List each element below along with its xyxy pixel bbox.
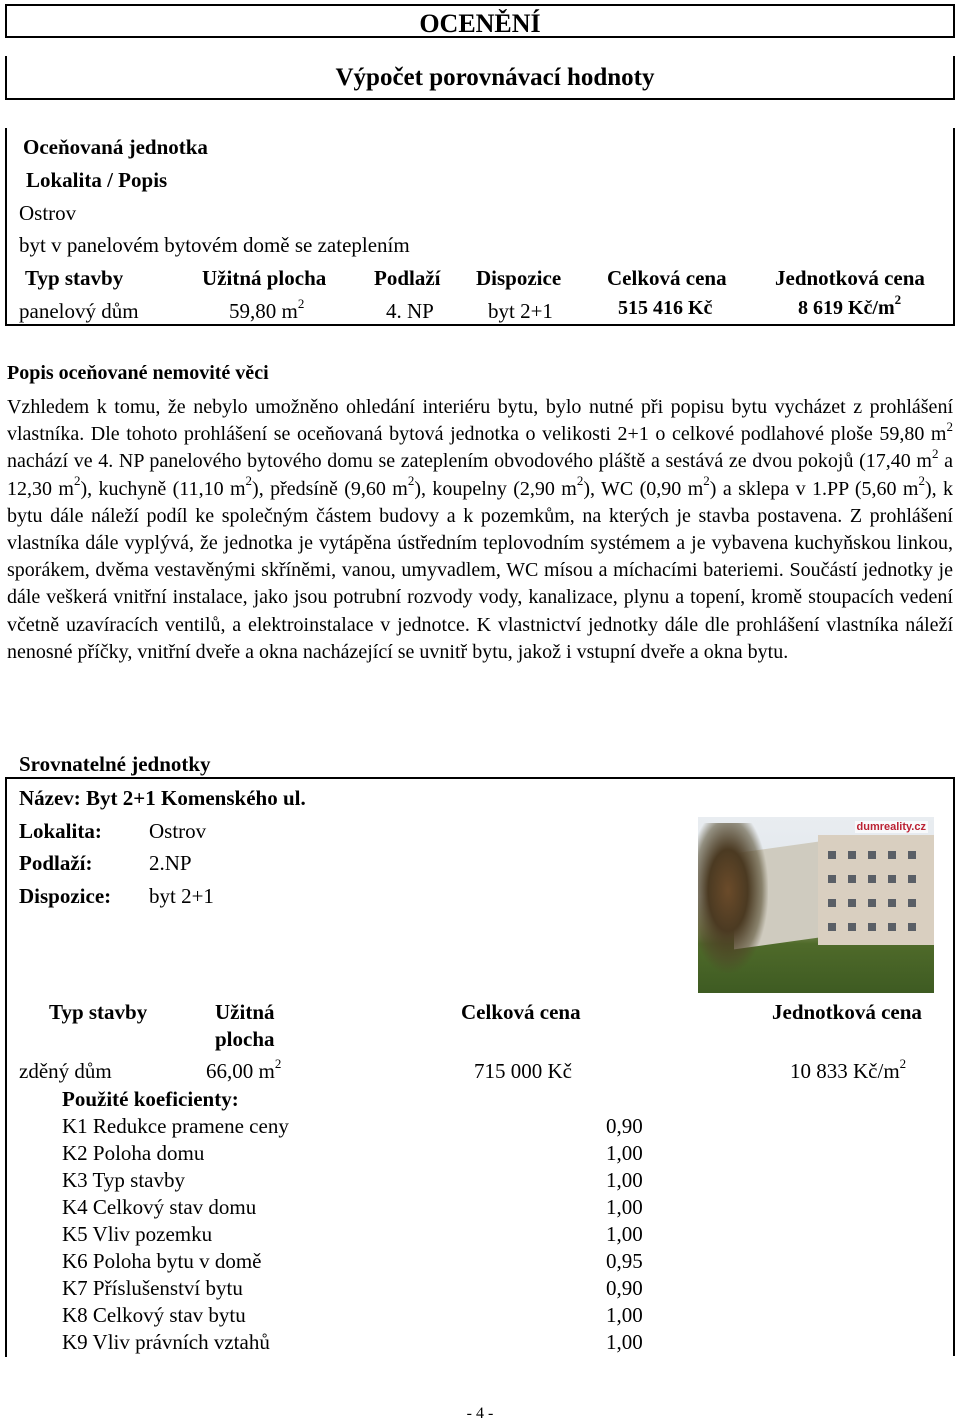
comparable-col-unit-price: Jednotková cena — [772, 1000, 922, 1024]
unit-location: Ostrov — [19, 201, 77, 225]
comparable-left-border — [5, 1113, 7, 1357]
coefficient-label: K6 Poloha bytu v domě — [62, 1249, 262, 1273]
coefficient-value: 0,90 — [606, 1276, 643, 1300]
comparable-col-type: Typ stavby — [49, 1000, 148, 1024]
coefficient-label: K9 Vliv právních vztahů — [62, 1330, 270, 1354]
coefficient-label: K8 Celkový stav bytu — [62, 1303, 246, 1327]
coefficient-value: 1,00 — [606, 1168, 643, 1192]
comparable-floor: 2.NP — [149, 851, 192, 875]
unit-disposition: byt 2+1 — [488, 299, 553, 323]
unit-unit-price: 8 619 $Kč/m^2$ — [798, 292, 902, 319]
unit-type: panelový dům — [19, 299, 139, 323]
coefficient-label: K2 Poloha domu — [62, 1141, 205, 1165]
comparable-col-area-1: Užitná — [215, 1000, 275, 1024]
unit-section-label: Oceňovaná jednotka — [23, 135, 208, 159]
coefficient-label: K1 Redukce pramene ceny — [62, 1114, 289, 1138]
coefficient-value: 0,95 — [606, 1249, 643, 1273]
unit-area: 59,80 $m^2$ — [229, 296, 305, 323]
description-heading: Popis oceňované nemovité věci — [7, 362, 269, 384]
page-number: - 4 - — [466, 1405, 494, 1422]
coefficient-value: 1,00 — [606, 1222, 643, 1246]
comparable-area: 66,00 $m^2$ — [206, 1056, 282, 1083]
comparable-section-label: Srovnatelné jednotky — [19, 752, 211, 776]
comparable-type: zděný dům — [19, 1059, 112, 1083]
comparable-disposition-label: Dispozice: — [19, 884, 112, 908]
coefficient-label: K7 Příslušenství bytu — [62, 1276, 243, 1300]
unit-col-area: Užitná plocha — [202, 266, 327, 290]
coefficient-label: K4 Celkový stav domu — [62, 1195, 257, 1219]
comparable-location-label: Lokalita: — [19, 819, 102, 843]
comparable-col-total-price: Celková cena — [461, 1000, 581, 1024]
coefficient-value: 1,00 — [606, 1330, 643, 1354]
unit-floor: 4. NP — [386, 299, 434, 323]
photo-logo: dumreality.cz — [856, 821, 926, 833]
unit-col-type: Typ stavby — [25, 266, 124, 290]
unit-col-disposition: Dispozice — [476, 266, 562, 290]
coefficient-label: K3 Typ stavby — [62, 1168, 185, 1192]
coefficient-value: 1,00 — [606, 1141, 643, 1165]
unit-total-price: 515 416 Kč — [618, 297, 713, 319]
comparable-floor-label: Podlaží: — [19, 851, 93, 875]
unit-col-unit-price: Jednotková cena — [775, 266, 925, 290]
comparable-unit-price: 10 833 $Kč/m^2$ — [790, 1056, 907, 1083]
photo-building-right — [818, 835, 934, 945]
comparable-col-area-2: plocha — [215, 1027, 275, 1051]
page-subtitle: Výpočet porovnávací hodnoty — [335, 64, 655, 91]
comparable-location: Ostrov — [149, 819, 207, 843]
coefficient-value: 0,90 — [606, 1114, 643, 1138]
comparable-photo — [698, 817, 934, 993]
photo-tree — [698, 823, 768, 973]
comparable-total-price: 715 000 Kč — [474, 1059, 572, 1083]
description-paragraph: Vzhledem k tomu, že nebylo umožněno ohledání interiéru bytu, bylo nutné při popisu bytu vycházet z prohlášení vlastníka. Dle tohoto prohlášení se oceňovaná bytová jednotka o velikosti 2+1 o celkové podlahové ploše 59,80 $m^2$ nachází ve 4. NP panelového bytového domu se zateplením obvodového pláště a sestává ze dvou pokojů (17,40 $m^2$ a 12,30 $m^2$), kuchyně (11,10 $m^2$), předsíně (9,60 $m^2$), koupelny (2,90 $m^2$), WC (0,90 $m^2$) a sklepa v 1.PP (5,60 $m^2$), k bytu dále náleží podíl ke společným částem budovy a k pozemkům, na kterých je stavba postavena. Z prohlášení vlastníka dále vyplývá, že jednotka je vytápěna ústředním teplovodním systémem a je vybavena kuchyňskou linkou, sporákem, dvěma vestavěnými skříněmi, vanou, umyvadlem, WC mísou a míchacími bateriemi. Součástí jednotky je dále veškerá vnitřní instalace, jako jsou potrubní rozvody vody, kanalizace, plynu a topení, kromě stoupacích vedení včetně uzavíracích ventilů, a elektroinstalace v jednotce. K vlastnictví jednotky dále dle prohlášení vlastníka náleží nenosné příčky, vnitřní dveře a okna nacházející se uvnitř bytu, jakož i vstupní dveře a okna bytu. — [7, 396, 954, 663]
coefficient-value: 1,00 — [606, 1303, 643, 1327]
subtitle-box — [5, 56, 955, 100]
comparable-right-border — [953, 1100, 955, 1356]
page-title: OCENĚNÍ — [419, 9, 541, 38]
unit-description: byt v panelovém bytovém domě se zateplením — [19, 233, 410, 257]
unit-col-floor: Podlaží — [374, 266, 441, 290]
coefficient-value: 1,00 — [606, 1195, 643, 1219]
comparable-name: Název: Byt 2+1 Komenského ul. — [19, 786, 306, 810]
coefficient-label: K5 Vliv pozemku — [62, 1222, 213, 1246]
title-box — [5, 4, 955, 38]
unit-location-label: Lokalita / Popis — [26, 168, 168, 192]
coefficients-heading: Použité koeficienty: — [62, 1087, 239, 1111]
unit-col-total-price: Celková cena — [607, 266, 727, 290]
comparable-disposition: byt 2+1 — [149, 884, 214, 908]
